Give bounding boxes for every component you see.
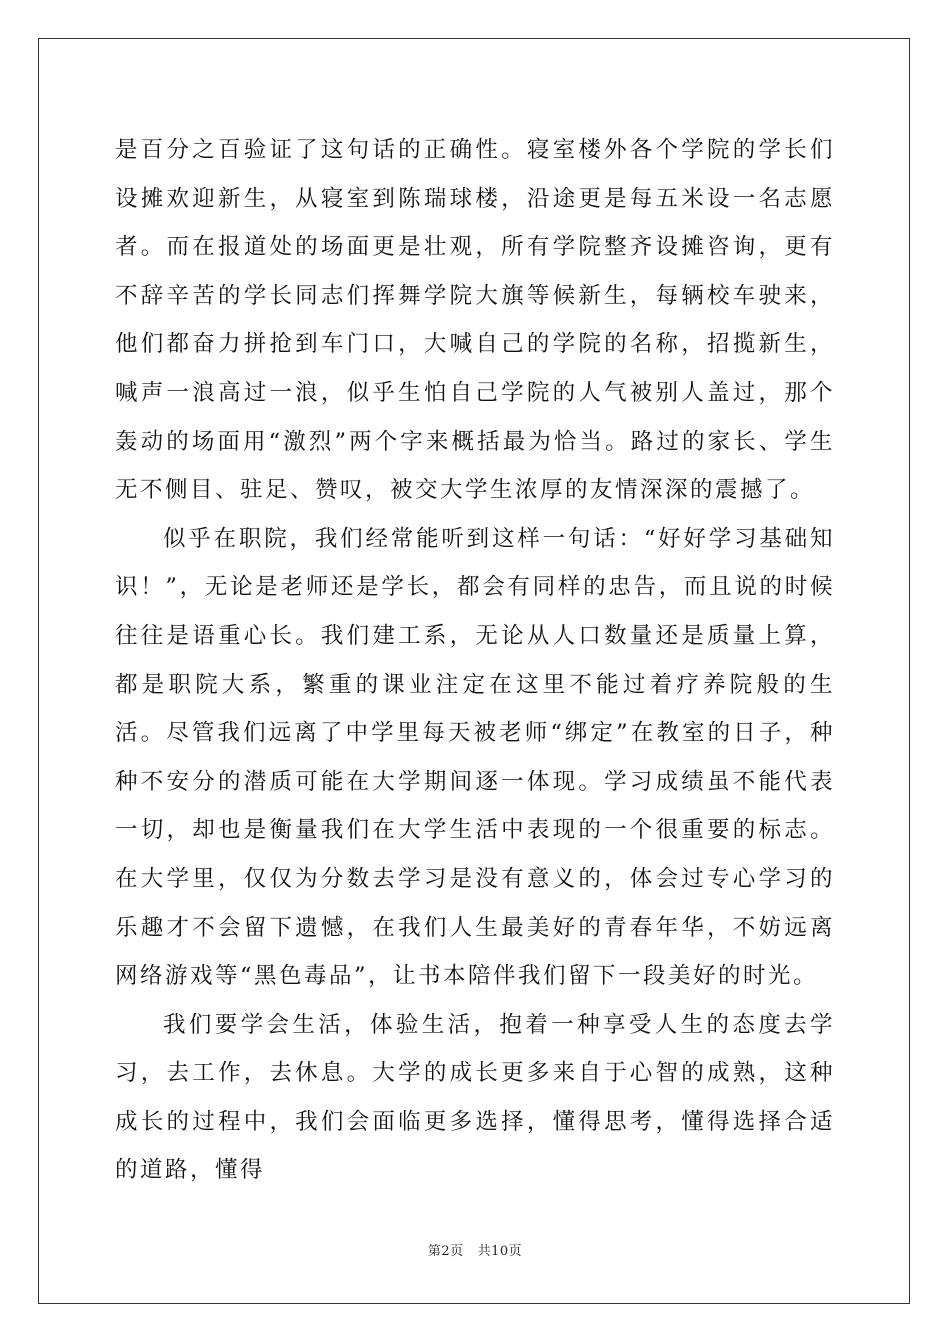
page-footer: [0, 1240, 950, 1259]
paragraph-1: 是百分之百验证了这句话的正确性。寝室楼外各个学院的学长们设摊欢迎新生，从寝室到陈瑞球楼，沿途更是每五米设一名志愿者。而在报道处的场面更是壮观，所有学院整齐设摊咨询，更有不辞辛苦的学长同志们挥舞学院大旗等候新生，每辆校车驶来，他们都奋力拼抢到车门口，大喊自己的学院的名称，招揽新生，喊声一浪高过一浪，似乎生怕自己学院的人气被别人盖过，那个轰动的场面用“激烈”两个字来概括最为恰当。路过的家长、学生无不侧目、驻足、赞叹，被交大学生浓厚的友情深深的震撼了。: [115, 137, 835, 504]
page-total: 共10页: [477, 1244, 523, 1259]
paragraph-2: 似乎在职院，我们经常能听到这样一句话：“好好学习基础知识！”，无论是老师还是学长，都会有同样的忠告，而且说的时候往往是语重心长。我们建工系，无论从人口数量还是质量上算，都是职院大系，繁重的课业注定在这里不能过着疗养院般的生活。尽管我们远离了中学里每天被老师“绑定”在教室的日子，种种不安分的潜质可能在大学期间逐一体现。学习成绩虽不能代表一切，却也是衡量我们在大学生活中表现的一个很重要的标志。在大学里，仅仅为分数去学习是没有意义的，体会过专心学习的乐趣才不会留下遗憾，在我们人生最美好的青春年华，不妨远离网络游戏等“黑色毒品”，让书本陪伴我们留下一段美好的时光。: [115, 525, 835, 990]
document-body: [115, 126, 835, 1195]
page-number: 第2页: [427, 1244, 464, 1259]
paragraph-3: 我们要学会生活，体验生活，抱着一种享受人生的态度去学习，去工作，去休息。大学的成长更多来自于心智的成熟，这种成长的过程中，我们会面临更多选择，懂得思考，懂得选择合适的道路，懂得: [115, 1011, 835, 1184]
